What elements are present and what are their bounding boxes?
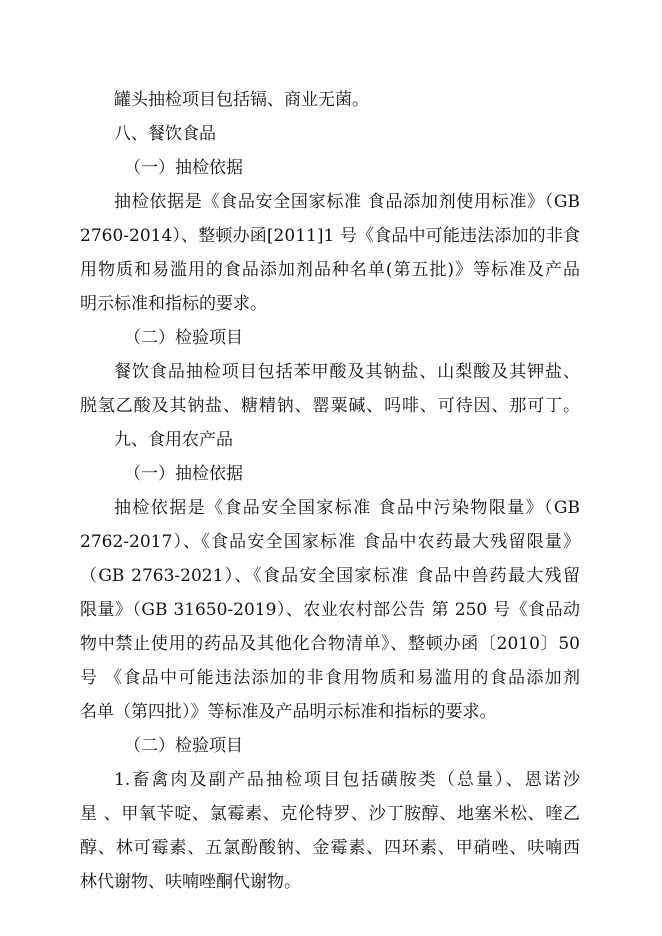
paragraph-canned-food-items: 罐头抽检项目包括镉、商业无菌。 <box>114 90 369 110</box>
subheading-basis-8: （一）抽检依据 <box>124 158 243 178</box>
paragraph-line: 餐饮食品抽检项目包括苯甲酸及其钠盐、山梨酸及其钾盐、 <box>114 362 580 382</box>
paragraph-line: 1.畜禽肉及副产品抽检项目包括磺胺类（总量）、恩诺沙 <box>114 770 580 790</box>
subheading-basis-9: （一）抽检依据 <box>124 464 243 484</box>
paragraph-line: 抽检依据是《食品安全国家标准 食品中污染物限量》（GB <box>114 498 580 518</box>
subheading-items-9: （二）检验项目 <box>124 736 243 756</box>
subheading-items-8: （二）检验项目 <box>124 328 243 348</box>
paragraph-line: （GB 2763-2021）、《食品安全国家标准 食品中兽药最大残留 <box>80 566 580 586</box>
paragraph-line: 星 、甲氧苄啶、氯霉素、克伦特罗、沙丁胺醇、地塞米松、喹乙 <box>80 804 580 824</box>
paragraph-line: 号 《食品中可能违法添加的非食用物质和易滥用的食品添加剂 <box>80 668 580 688</box>
paragraph-line: 明示标准和指标的要求。 <box>80 294 267 314</box>
paragraph-line: 限量》（GB 31650-2019）、农业农村部公告 第 250 号《食品动 <box>80 600 580 620</box>
paragraph-line: 抽检依据是《食品安全国家标准 食品添加剂使用标准》（GB <box>114 192 580 212</box>
paragraph-line: 醇、林可霉素、五氯酚酸钠、金霉素、四环素、甲硝唑、呋喃西 <box>80 838 580 858</box>
paragraph-line: 2760-2014）、整顿办函[2011]1 号《食品中可能违法添加的非食 <box>80 226 580 246</box>
paragraph-line: 名单（第四批）》等标准及产品明示标准和指标的要求。 <box>80 702 497 722</box>
section-heading-9: 九、食用农产品 <box>114 430 233 450</box>
paragraph-line: 用物质和易滥用的食品添加剂品种名单(第五批)》等标准及产品 <box>80 260 580 280</box>
paragraph-line: 林代谢物、呋喃唑酮代谢物。 <box>80 872 301 892</box>
paragraph-line: 物中禁止使用的药品及其他化合物清单》、整顿办函〔2010〕50 <box>80 634 580 654</box>
paragraph-line: 脱氢乙酸及其钠盐、糖精钠、罂粟碱、吗啡、可待因、那可丁。 <box>80 396 580 416</box>
section-heading-8: 八、餐饮食品 <box>114 124 216 144</box>
paragraph-line: 2762-2017）、《食品安全国家标准 食品中农药最大残留限量》 <box>80 532 580 552</box>
